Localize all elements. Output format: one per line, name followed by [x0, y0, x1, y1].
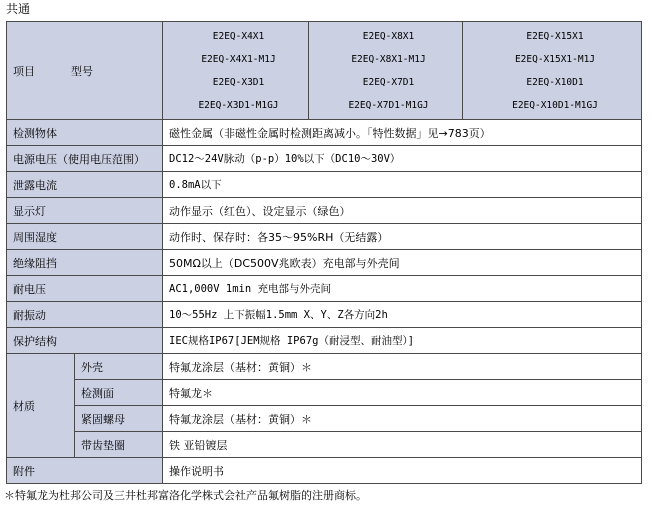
spec-value-protection: IEC规格IP67[JEM规格 IP67g（耐浸型、耐油型）]: [163, 328, 642, 354]
spec-row: [7, 120, 642, 146]
spec-label-vibration-resistance: 耐振动: [7, 302, 163, 328]
material-row: [7, 406, 642, 432]
spec-label-supply-voltage: 电源电压（使用电压范围）: [7, 146, 163, 172]
spec-value-dielectric-strength: AC1,000V 1min 充电部与外壳间: [163, 276, 642, 302]
spec-label-detection-object: 检测物体: [7, 120, 163, 146]
accessory-row: [7, 458, 642, 484]
model-number: E2EQ-X10D1-M1GJ: [512, 99, 598, 111]
spec-value-vibration-resistance: 10～55Hz 上下振幅1.5mm X、Y、Z各方向2h: [163, 302, 642, 328]
spec-row: [7, 224, 642, 250]
material-label: 材质: [7, 354, 75, 458]
spec-row: [7, 276, 642, 302]
model-header-label: 型号: [71, 64, 93, 78]
material-row: [7, 354, 642, 380]
model-number: E2EQ-X3D1: [212, 76, 265, 88]
model-number: E2EQ-X8X1: [362, 30, 415, 42]
spec-label-ambient-humidity: 周围湿度: [7, 224, 163, 250]
spec-label-dielectric-strength: 耐电压: [7, 276, 163, 302]
spec-row: [7, 328, 642, 354]
material-value-washer: 铁 亚铅镀层: [163, 432, 642, 458]
model-number: E2EQ-X7D1-M1GJ: [348, 99, 429, 111]
spec-row: [7, 172, 642, 198]
spec-row: [7, 250, 642, 276]
specification-table: [6, 21, 642, 484]
spec-label-insulation-resistance: 绝缘阻挡: [7, 250, 163, 276]
spec-value-indicator: 动作显示（红色）、设定显示（绿色）: [163, 198, 642, 224]
model-number: E2EQ-X15X1: [526, 30, 584, 42]
spec-label-leakage-current: 泄露电流: [7, 172, 163, 198]
model-number: E2EQ-X3D1-M1GJ: [198, 99, 279, 111]
material-row: [7, 380, 642, 406]
item-header-label: 项目: [13, 64, 35, 78]
model-number: E2EQ-X10D1: [526, 76, 584, 88]
model-number: E2EQ-X8X1-M1J: [351, 53, 426, 65]
material-sub-label-nut: 紧固螺母: [75, 406, 163, 432]
model-number: E2EQ-X7D1: [362, 76, 415, 88]
spec-value-leakage-current: 0.8mA以下: [163, 172, 642, 198]
spec-label-indicator: 显示灯: [7, 198, 163, 224]
material-value-housing: 特氟龙涂层（基材：黄铜）＊: [163, 354, 642, 380]
item-model-header: [7, 22, 163, 120]
accessory-label: 附件: [7, 458, 163, 484]
model-column-1: [163, 22, 309, 120]
model-column-3: [463, 22, 642, 120]
material-sub-label-housing: 外壳: [75, 354, 163, 380]
model-header-row: [7, 22, 642, 120]
model-number: E2EQ-X4X1-M1J: [201, 53, 276, 65]
spec-label-protection: 保护结构: [7, 328, 163, 354]
accessory-value: 操作说明书: [163, 458, 642, 484]
spec-row: [7, 198, 642, 224]
section-heading: 共通: [6, 2, 31, 16]
spec-row: [7, 302, 642, 328]
model-number: E2EQ-X4X1: [212, 30, 265, 42]
material-sub-label-washer: 带齿垫圈: [75, 432, 163, 458]
spec-row: [7, 146, 642, 172]
spec-value-supply-voltage: DC12～24V脉动（p-p）10%以下（DC10～30V）: [163, 146, 642, 172]
trademark-footnote: ＊特氟龙为杜邦公司及三井杜邦富洛化学株式会社产品氟树脂的注册商标。: [4, 489, 367, 502]
spec-value-ambient-humidity: 动作时、保存时：各35～95%RH（无结露）: [163, 224, 642, 250]
material-sub-label-sensing-face: 检测面: [75, 380, 163, 406]
spec-value-insulation-resistance: 50MΩ以上（DC500V兆欧表）充电部与外壳间: [163, 250, 642, 276]
material-value-sensing-face: 特氟龙＊: [163, 380, 642, 406]
material-row: [7, 432, 642, 458]
material-value-nut: 特氟龙涂层（基材：黄铜）＊: [163, 406, 642, 432]
spec-value-detection-object: 磁性金属（非磁性金属时检测距离减小。「特性数据」见→783页）: [163, 120, 642, 146]
model-column-2: [309, 22, 463, 120]
model-number: E2EQ-X15X1-M1J: [514, 53, 596, 65]
